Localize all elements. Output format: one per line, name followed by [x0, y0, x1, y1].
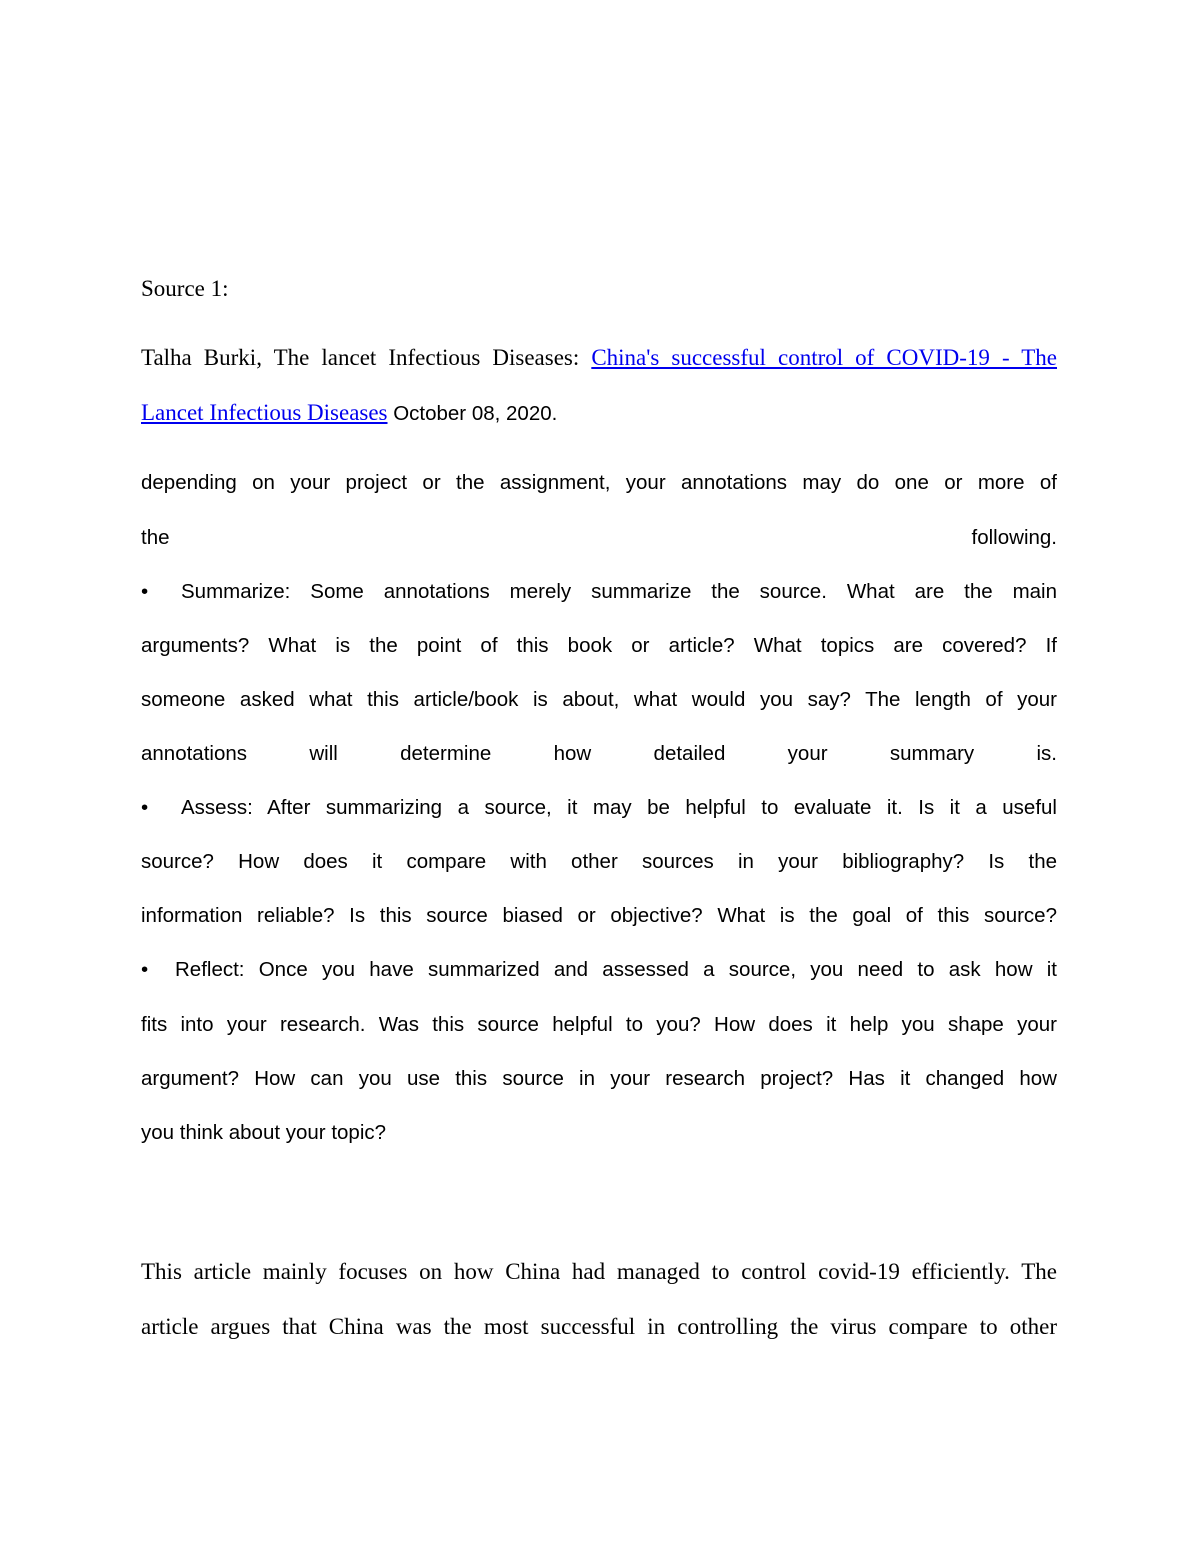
citation-link-part1[interactable]: China's successful control of COVID-19 - The	[591, 345, 1057, 370]
citation-link-part2[interactable]: Lancet Infectious Diseases	[141, 400, 388, 425]
reflect-text-1: Reflect: Once you have summarized and assessed a source, you need to ask how it	[175, 958, 1057, 981]
reflect-line-4	[141, 1121, 1057, 1145]
reflect-line-1	[141, 958, 1057, 982]
assess-line-3	[141, 904, 1057, 928]
summarize-line-1	[141, 580, 1057, 604]
summarize-text-4: annotations will determine how detailed your summary is.	[141, 742, 1057, 765]
intro-text-2-right: following.	[971, 526, 1057, 549]
summarize-line-3	[141, 688, 1057, 712]
assess-text-3: information reliable? Is this source biased or objective? What is the goal of this source?	[141, 904, 1057, 927]
bullet-assess: •	[141, 796, 149, 819]
reflect-text-3: argument? How can you use this source in your research project? Has it changed how	[141, 1067, 1057, 1090]
reflect-line-2	[141, 1013, 1057, 1037]
annotation-line-1	[141, 1259, 1057, 1285]
summarize-text-2: arguments? What is the point of this book or article? What topics are covered? If	[141, 634, 1057, 657]
annotation-text-2: article argues that China was the most successful in controlling the virus compare to other	[141, 1314, 1057, 1339]
instructions-intro-line-2	[141, 526, 1057, 550]
annotation-text-1: This article mainly focuses on how China had managed to control covid-19 efficiently. The	[141, 1259, 1057, 1284]
summarize-text-1: Summarize: Some annotations merely summarize the source. What are the main	[181, 580, 1057, 603]
reflect-line-3	[141, 1067, 1057, 1091]
assess-text-1: Assess: After summarizing a source, it may be helpful to evaluate it. Is it a useful	[181, 796, 1057, 819]
annotation-line-2	[141, 1314, 1057, 1340]
summarize-line-4	[141, 742, 1057, 766]
summarize-line-2	[141, 634, 1057, 658]
citation-author: Talha Burki, The lancet Infectious Diseases:	[141, 345, 592, 370]
citation-line-1	[141, 345, 1057, 371]
intro-text-2-left: the	[141, 526, 170, 549]
reflect-text-2: fits into your research. Was this source helpful to you? How does it help you shape your	[141, 1013, 1057, 1036]
bullet-summarize: •	[141, 580, 149, 603]
citation-line-2	[141, 400, 1057, 426]
instructions-intro-line-1	[141, 471, 1057, 495]
source-heading	[141, 276, 1057, 302]
intro-text-1: depending on your project or the assignment, your annotations may do one or more of	[141, 471, 1057, 494]
bullet-reflect: •	[141, 958, 149, 981]
assess-text-2: source? How does it compare with other sources in your bibliography? Is the	[141, 850, 1057, 873]
assess-line-1	[141, 796, 1057, 820]
reflect-text-4: you think about your topic?	[141, 1121, 387, 1144]
citation-date: October 08, 2020.	[387, 402, 558, 425]
assess-line-2	[141, 850, 1057, 874]
summarize-text-3: someone asked what this article/book is about, what would you say? The length of your	[141, 688, 1057, 711]
source-heading-text: Source 1:	[141, 276, 229, 301]
